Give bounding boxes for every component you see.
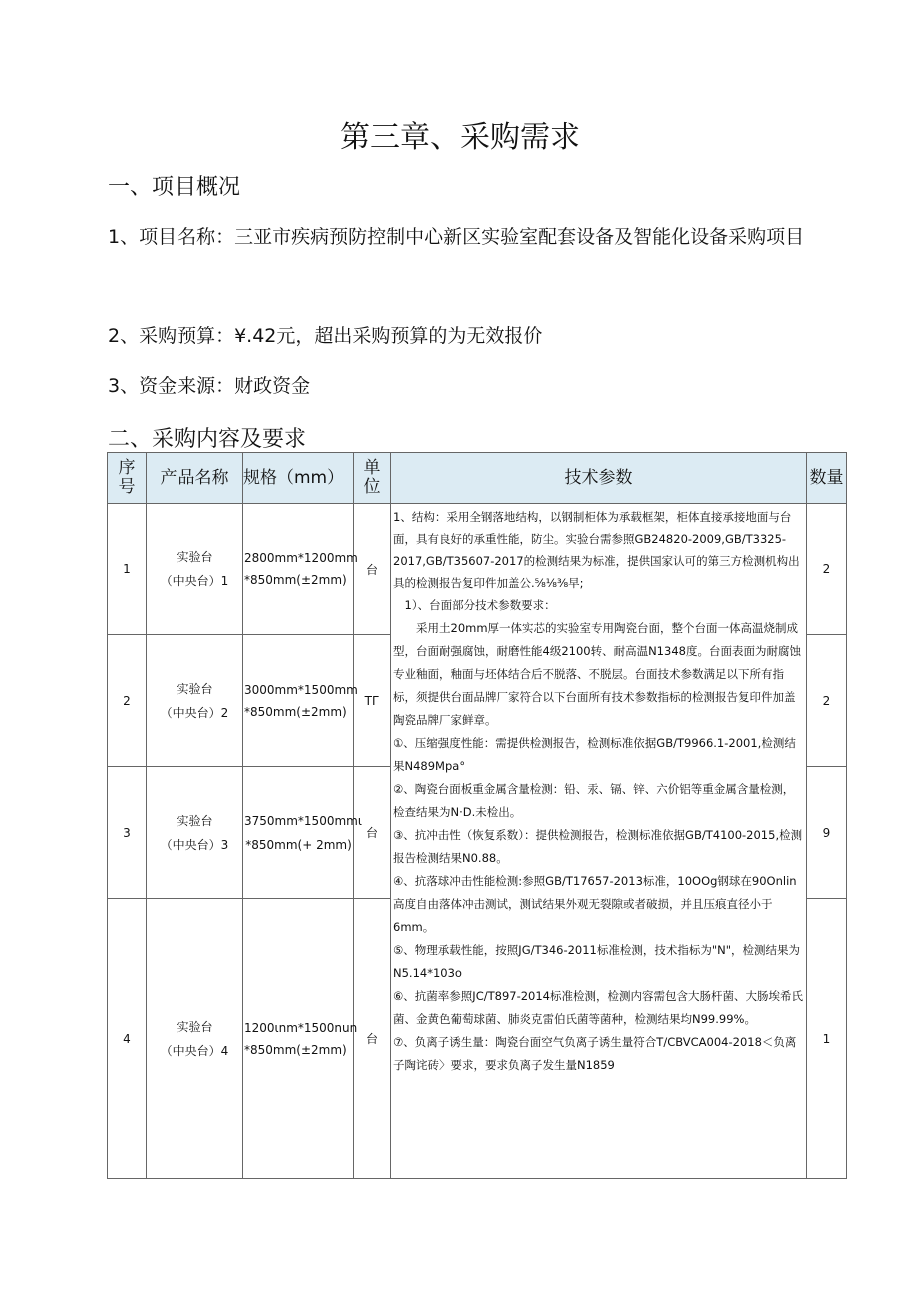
header-spec: 规格（mm）: [243, 453, 354, 504]
product-subname: （中央台）1: [160, 574, 229, 588]
fund-source: 3、资金来源：财政资金: [108, 375, 311, 397]
header-no: 序号: [108, 453, 147, 504]
technical-params: [391, 504, 807, 1179]
row-spec: 1200ιnm*1500nun *850mm(±2mm): [243, 899, 354, 1179]
table-row: [108, 504, 847, 635]
param-line: ⑤、物理承载性能，按照JG/T346-2011标准检测，技术指标为"N"，检测结果为N5.14*103o: [393, 943, 801, 980]
table-header: [108, 453, 847, 504]
section-heading-overview: 一、项目概况: [108, 175, 241, 200]
row-name: [147, 767, 243, 899]
row-unit: TГ: [354, 635, 391, 767]
product-name: 实验台: [176, 813, 213, 828]
header-qty: 数量: [807, 453, 847, 504]
procurement-table: [107, 452, 847, 1179]
row-spec: 3750mm*1500mmι *850mm(+ 2mm): [243, 767, 354, 899]
param-line: 采用土20mm厚一体实芯的实验室专用陶瓷台面，整个台面一体高温烧制成型，台面耐强腐蚀，耐磨性能4级2100转、耐高温N1348度。台面表面为耐腐蚀专业釉面，釉面与坯体结合后不脱落、不脱层。台面技术参数满足以下所有指标，须提供台面品牌厂家符合以下台面所有技术参数指标的检测报告复印件加盖陶瓷品牌厂家鲜章。: [393, 621, 801, 727]
param-line: 1）、台面部分技术参数要求：: [393, 598, 556, 612]
param-line: ⑥、抗菌率参照JC/T897-2014标准检测，检测内容需包含大肠杆菌、大肠埃希氏菌、金黄色葡萄球菌、肺炎克雷伯氏菌等菌种，检测结果均N99.99%。: [393, 989, 803, 1026]
param-line: ④、抗落球冲击性能检测:参照GB/T17657-2013标准，10OOg钢球在90Onlin高度自由落体冲击测试，测试结果外观无裂隙或者破损，并且压痕直径小于6mm。: [393, 874, 797, 934]
row-qty: 2: [807, 635, 847, 767]
header-name: 产品名称: [147, 453, 243, 504]
product-subname: （中央台）4: [160, 1043, 229, 1058]
row-qty: 1: [807, 899, 847, 1179]
row-qty: 9: [807, 767, 847, 899]
param-line: ①、压缩强度性能：需提供检测报告，检测标准依据GB/T9966.1-2001,检测结果N489Mpa°: [393, 736, 796, 773]
param-line: ⑦、负离子诱生量：陶瓷台面空气负离子诱生量符合T/CBVCA004-2018＜负离子陶诧砖〉要求，要求负离子发生量N1859: [393, 1035, 797, 1072]
section-heading-requirements: 二、采购内容及要求: [108, 427, 307, 452]
budget: 2、采购预算：¥.42元，超出采购预算的为无效报价: [108, 325, 543, 347]
row-no: 1: [108, 504, 147, 635]
row-unit: 台: [354, 504, 391, 635]
product-subname: （中央台）3: [160, 837, 229, 852]
param-line: 1、结构：采用全钢落地结构，以钢制柜体为承载框架，柜体直接承接地面与台面，具有良好的承重性能，防尘。实验台需参照GB24820-2009,GB/T3325-2017,GB/T35607-2017的检测结果为标准，提供国家认可的第三方检测机构出具的检测报告复印件加盖公.⅝⅛⅜早;: [393, 510, 800, 590]
row-name: [147, 635, 243, 767]
row-unit: 台: [354, 899, 391, 1179]
row-spec: 3000mm*1500mm *850mm(±2mm): [243, 635, 354, 767]
param-line: ②、陶瓷台面板重金属含量检测：铅、汞、镉、锌、六价铝等重金属含量检测，检查结果为N·D.未检出。: [393, 782, 795, 819]
product-subname: （中央台）2: [160, 705, 229, 720]
row-name: [147, 504, 243, 635]
row-spec: 2800mm*1200mm *850mm(±2mm): [243, 504, 354, 635]
row-qty: 2: [807, 504, 847, 635]
chapter-title: 第三章、采购需求: [340, 120, 580, 155]
header-unit: 单位: [354, 453, 391, 504]
param-line: ③、抗冲击性（恢复系数）：提供检测报告，检测标准依据GB/T4100-2015,检测报告检测结果N0.88。: [393, 828, 803, 865]
product-name: 实验台: [176, 681, 213, 696]
project-name: 1、项目名称：三亚市疾病预防控制中心新区实验室配套设备及智能化设备采购项目: [108, 226, 805, 248]
product-name: 实验台: [176, 1019, 213, 1034]
row-no: 3: [108, 767, 147, 899]
row-name: [147, 899, 243, 1179]
header-params: 技术参数: [391, 453, 807, 504]
row-unit: 台: [354, 767, 391, 899]
row-no: 4: [108, 899, 147, 1179]
row-no: 2: [108, 635, 147, 767]
product-name: 实验台: [176, 550, 213, 564]
